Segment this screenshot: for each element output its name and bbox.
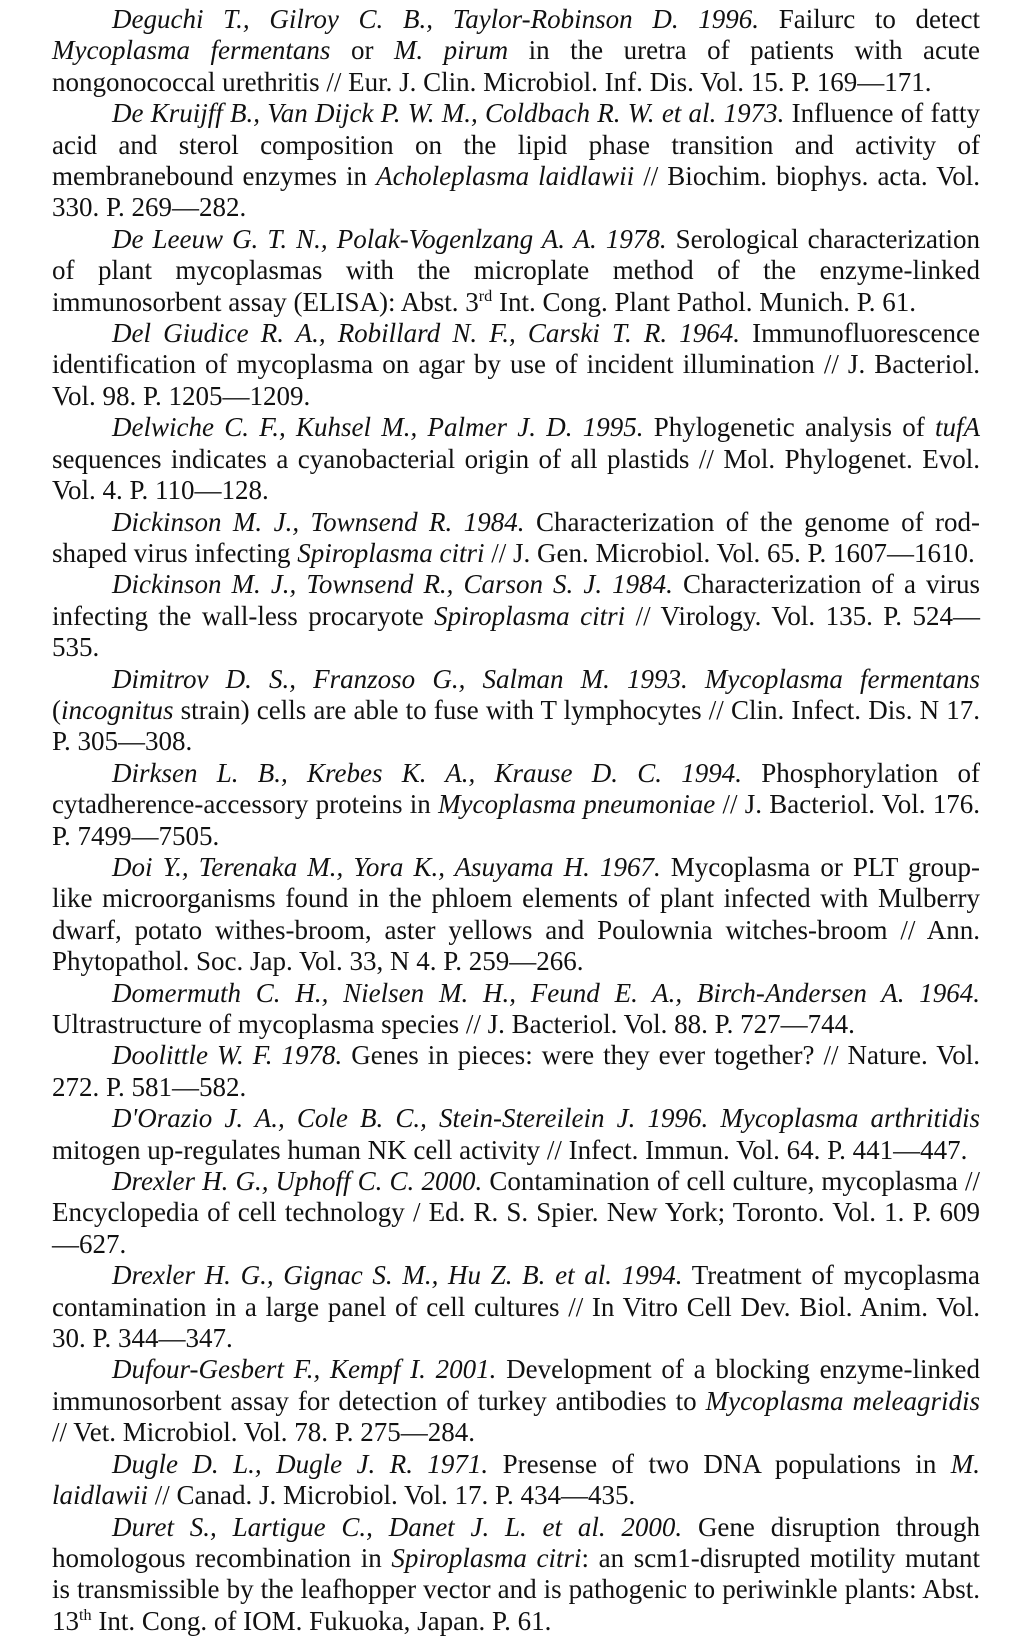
ordinal-suffix: th: [79, 1606, 92, 1624]
reference-text: Presense of two DNA populations in: [503, 1449, 951, 1479]
reference-text: Serological characterization of plant mycoplasmas with the microplate method of the enzyme-linked immunosorbent assay (ELISA): Abst. 3: [52, 224, 980, 317]
reference-authors: Dufour-Gesbert F., Kempf I.: [112, 1354, 426, 1384]
reference-text: Int. Cong. of IOM. Fukuoka, Japan. P. 61.: [92, 1606, 552, 1636]
reference-authors: Delwiche C. F., Kuhsel M., Palmer J. D.: [112, 412, 573, 442]
reference-entry: [52, 507, 980, 570]
reference-text: // Virology. Vol. 135. P. 524—535.: [52, 601, 980, 662]
reference-year: 1995.: [583, 412, 644, 442]
reference-authors: Duret S., Lartigue C., Danet J. L. et al.: [112, 1512, 606, 1542]
reference-entry: [52, 412, 980, 506]
species-name: tufA: [935, 412, 980, 442]
species-name: Spiroplasma citri: [434, 601, 625, 631]
species-name: Mycoplasma fermentans: [52, 35, 330, 65]
reference-entry: [52, 1103, 980, 1166]
reference-entry: [52, 978, 980, 1041]
reference-year: 1984.: [612, 569, 673, 599]
species-name: Spiroplasma citri: [391, 1543, 581, 1573]
species-name: Mycoplasma meleagridis: [706, 1386, 980, 1416]
reference-year: 1994.: [622, 1260, 683, 1290]
reference-year: 1971.: [427, 1449, 488, 1479]
species-name: Mycoplasma pneumoniae: [438, 789, 715, 819]
reference-text: strain) cells are able to fuse with T lymphocytes // Clin. Infect. Dis. N 17. P. 305—308.: [52, 695, 980, 756]
species-name: Mycoplasma fermentans: [705, 664, 980, 694]
reference-year: 1978.: [606, 224, 667, 254]
reference-authors: Dimitrov D. S., Franzoso G., Salman M.: [112, 664, 610, 694]
reference-year: 1996.: [648, 1103, 709, 1133]
reference-text: Treatment of mycoplasma contamination in a large panel of cell cultures // In Vitro Cell Dev. Biol. Anim. Vol. 30. P. 344—347.: [52, 1260, 980, 1353]
reference-text: or: [330, 35, 393, 65]
reference-authors: Dugle D. L., Dugle J. R.: [112, 1449, 413, 1479]
reference-year: 1973.: [724, 98, 785, 128]
reference-authors: Deguchi T., Gilroy C. B., Taylor-Robinson D.: [112, 4, 679, 34]
reference-authors: D'Orazio J. A., Cole B. C., Stein-Stereilein J.: [112, 1103, 635, 1133]
reference-text: Mycoplasma or PLT group-like microorganisms found in the phloem elements of plant infected with Mulberry dwarf, potato withes-broom, aster yellows and Poulownia witches-broom // Ann. Phytopathol. Soc. Jap. Vol. 33, N 4. P. 259—266.: [52, 852, 980, 976]
species-name: Spiroplasma citri: [297, 538, 484, 568]
species-name: M. pirum: [394, 35, 508, 65]
reference-year: 1996.: [698, 4, 759, 34]
reference-year: 1967.: [600, 852, 661, 882]
reference-entry: [52, 4, 980, 98]
reference-authors: De Kruijff B., Van Dijck P. W. M., Coldbach R. W. et al.: [112, 98, 716, 128]
reference-entry: [52, 569, 980, 663]
species-name: Acholeplasma laidlawii: [376, 161, 634, 191]
reference-authors: Dirksen L. B., Krebes K. A., Krause D. C.: [112, 758, 662, 788]
reference-year: 1978.: [282, 1040, 343, 1070]
reference-entry: [52, 664, 980, 758]
reference-text: Int. Cong. Plant Pathol. Munich. P. 61.: [492, 287, 916, 317]
reference-text: // J. Bacteriol. Vol. 176. P. 7499—7505.: [52, 789, 980, 850]
reference-entry: [52, 1354, 980, 1448]
reference-text: Phosphorylation of cytadherence-accessory proteins in: [52, 758, 980, 819]
reference-text: Development of a blocking enzyme-linked immunosorbent assay for detection of turkey antibodies to: [52, 1354, 980, 1415]
reference-text: mitogen up-regulates human NK cell activity // Infect. Immun. Vol. 64. P. 441—447.: [52, 1135, 967, 1165]
reference-text: Failurc to detect: [779, 4, 980, 34]
reference-entry: [52, 1512, 980, 1637]
reference-entry: [52, 1166, 980, 1260]
reference-authors: Domermuth C. H., Nielsen M. H., Feund E. A., Birch-Andersen A.: [112, 978, 904, 1008]
reference-entry: [52, 1449, 980, 1512]
reference-entry: [52, 98, 980, 224]
species-name: Mycoplasma arthritidis: [720, 1103, 980, 1133]
reference-authors: De Leeuw G. T. N., Polak-Vogenlzang A. A.: [112, 224, 597, 254]
species-name: incognitus: [61, 695, 174, 725]
reference-authors: Dickinson M. J., Townsend R., Carson S. J.: [112, 569, 602, 599]
reference-year: 1993.: [627, 664, 688, 694]
reference-text: // Biochim. biophys. acta. Vol. 330. P. 269—282.: [52, 161, 980, 222]
reference-text: // Vet. Microbiol. Vol. 78. P. 275—284.: [52, 1417, 475, 1447]
reference-authors: Dickinson M. J., Townsend R.: [112, 507, 452, 537]
reference-year: 1994.: [681, 758, 742, 788]
reference-text: Ultrastructure of mycoplasma species // J. Bacteriol. Vol. 88. P. 727—744.: [52, 1009, 855, 1039]
reference-text: (: [52, 695, 61, 725]
ordinal-suffix: rd: [479, 287, 492, 305]
reference-text: // Canad. J. Microbiol. Vol. 17. P. 434—435.: [148, 1480, 635, 1510]
reference-text: Immunofluorescence identification of mycoplasma on agar by use of incident illumination // J. Bacteriol. Vol. 98. P. 1205—1209.: [52, 318, 980, 411]
reference-text: sequences indicates a cyanobacterial origin of all plastids // Mol. Phylogenet. Evol. Vol. 4. P. 110—128.: [52, 444, 980, 505]
reference-text: Influence of fatty acid and sterol composition on the lipid phase transition and activity of membranebound enzymes in: [52, 98, 980, 191]
reference-entry: [52, 1260, 980, 1354]
reference-year: 2000.: [421, 1166, 482, 1196]
reference-text: in the uretra of patients with acute nongonococcal urethritis // Eur. J. Clin. Microbiol. Inf. Dis. Vol. 15. P. 169—171.: [52, 35, 980, 96]
reference-year: 2001.: [436, 1354, 497, 1384]
reference-text: : an scm1-disrupted motility mutant is transmissible by the leafhopper vector and is pathogenic to periwinkle plants: Abst. 13: [52, 1543, 980, 1636]
reference-authors: Doi Y., Terenaka M., Yora K., Asuyama H.: [112, 852, 590, 882]
reference-year: 1964.: [919, 978, 980, 1008]
reference-year: 2000.: [621, 1512, 682, 1542]
reference-entry: [52, 852, 980, 978]
reference-text: Genes in pieces: were they ever together? // Nature. Vol. 272. P. 581—582.: [52, 1040, 980, 1101]
species-name: M. laidlawii: [52, 1449, 980, 1510]
reference-list: [52, 0, 980, 1637]
reference-authors: Del Giudice R. A., Robillard N. F., Carski T. R.: [112, 318, 667, 348]
reference-entry: [52, 1040, 980, 1103]
reference-authors: Doolittle W. F.: [112, 1040, 273, 1070]
reference-year: 1984.: [464, 507, 525, 537]
reference-year: 1964.: [679, 318, 740, 348]
reference-entry: [52, 224, 980, 318]
reference-text: Gene disruption through homologous recombination in: [52, 1512, 980, 1573]
reference-authors: Drexler H. G., Uphoff C. C.: [112, 1166, 414, 1196]
reference-text: Phylogenetic analysis of: [654, 412, 935, 442]
reference-text: Characterization of the genome of rod-shaped virus infecting: [52, 507, 980, 568]
reference-entry: [52, 318, 980, 412]
reference-authors: Drexler H. G., Gignac S. M., Hu Z. B. et al.: [112, 1260, 612, 1290]
reference-entry: [52, 758, 980, 852]
reference-text: // J. Gen. Microbiol. Vol. 65. P. 1607—1610.: [484, 538, 974, 568]
reference-text: Characterization of a virus infecting the wall-less procaryote: [52, 569, 980, 630]
reference-text: Contamination of cell culture, mycoplasma // Encyclopedia of cell technology / Ed. R. S. Spier. New York; Toronto. Vol. 1. P. 609—627.: [52, 1166, 980, 1259]
